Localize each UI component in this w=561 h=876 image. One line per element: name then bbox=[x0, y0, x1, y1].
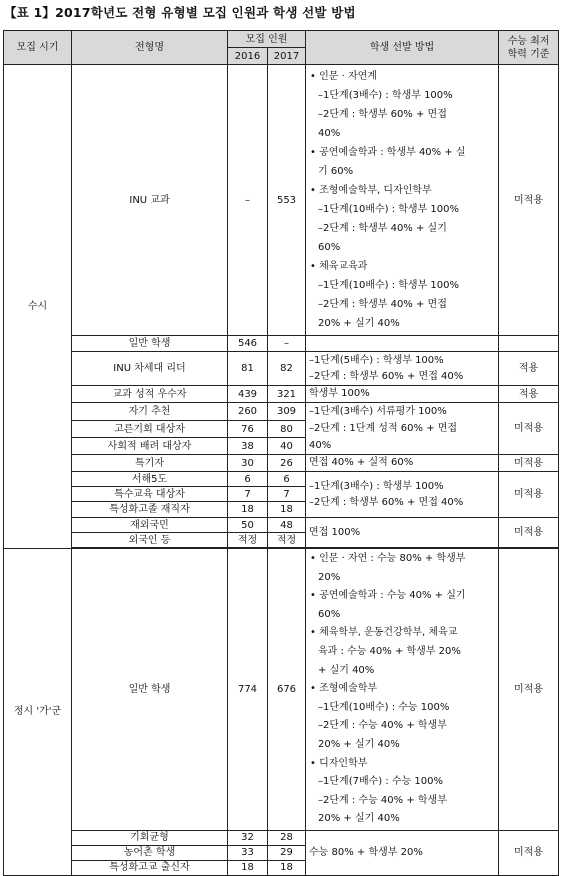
method-line: 20% bbox=[318, 571, 341, 583]
method-line: –2단계 : 학생부 40% + 실기 bbox=[318, 223, 447, 234]
count-2016-cell: 546 bbox=[228, 336, 268, 352]
count-2016-cell: 7 bbox=[228, 487, 268, 502]
count-2017-cell: 6 bbox=[268, 472, 306, 487]
method-cell bbox=[306, 472, 499, 518]
min-standard-cell: 미적용 bbox=[499, 518, 559, 548]
header-year-2016: 2016 bbox=[228, 48, 268, 65]
header-min-standard bbox=[499, 31, 559, 65]
method-line: –2단계 : 학생부 60% + 면접 bbox=[318, 109, 447, 120]
type-cell: INU 교과 bbox=[72, 65, 228, 336]
count-2017-cell: 321 bbox=[268, 386, 306, 403]
type-cell: INU 차세대 리더 bbox=[72, 352, 228, 386]
count-2016-cell: – bbox=[228, 65, 268, 336]
type-cell: 농어촌 학생 bbox=[72, 845, 228, 860]
type-cell: 특기자 bbox=[72, 455, 228, 472]
count-2017-cell: 676 bbox=[268, 549, 306, 831]
count-2017-cell: 40 bbox=[268, 438, 306, 455]
count-2016-cell: 81 bbox=[228, 352, 268, 386]
method-line: –2단계 : 학생부 40% + 면접 bbox=[318, 299, 447, 310]
method-line: • 공연예술학과 : 학생부 40% + 실 bbox=[310, 147, 466, 158]
min-standard-cell: 미적용 bbox=[499, 830, 559, 875]
min-standard-cell: 미적용 bbox=[499, 472, 559, 518]
type-cell: 일반 학생 bbox=[72, 336, 228, 352]
header-year-2017: 2017 bbox=[268, 48, 306, 65]
type-cell: 재외국민 bbox=[72, 518, 228, 533]
method-line: 20% + 실기 40% bbox=[318, 318, 400, 329]
method-line: • 조형예술학부 bbox=[310, 683, 378, 695]
min-standard-cell: 미적용 bbox=[499, 455, 559, 472]
type-cell: 교과 성적 우수자 bbox=[72, 386, 228, 403]
method-line: –1단계(10배수) : 학생부 100% bbox=[318, 280, 460, 291]
type-cell: 특성화고졸 재직자 bbox=[72, 502, 228, 518]
method-line: –1단계(3배수) 서류평가 100% bbox=[309, 406, 447, 417]
min-standard-cell: 미적용 bbox=[499, 549, 559, 831]
count-2017-cell: 80 bbox=[268, 421, 306, 438]
count-2017-cell: 18 bbox=[268, 860, 306, 875]
method-line: –2단계 : 1단계 성적 60% + 면접 bbox=[309, 423, 458, 434]
method-line: –1단계(3배수) : 학생부 100% bbox=[309, 480, 444, 492]
method-cell bbox=[306, 336, 499, 352]
method-line: –2단계 : 수능 40% + 학생부 bbox=[318, 794, 447, 806]
table-row bbox=[4, 455, 559, 472]
method-line: –1단계(10배수) : 학생부 100% bbox=[318, 204, 460, 215]
count-2017-cell: 26 bbox=[268, 455, 306, 472]
min-standard-cell: 적용 bbox=[499, 352, 559, 386]
period-cell: 수시 bbox=[4, 65, 72, 549]
method-line: • 조형예술학부, 디자인학부 bbox=[310, 185, 432, 196]
admission-table bbox=[3, 30, 559, 876]
type-cell: 고른기회 대상자 bbox=[72, 421, 228, 438]
count-2017-cell: 553 bbox=[268, 65, 306, 336]
count-2016-cell: 6 bbox=[228, 472, 268, 487]
count-2016-cell: 적정 bbox=[228, 533, 268, 548]
method-cell bbox=[306, 352, 499, 386]
count-2017-cell: – bbox=[268, 336, 306, 352]
type-cell: 자기 추천 bbox=[72, 403, 228, 421]
type-cell: 사회적 배려 대상자 bbox=[72, 438, 228, 455]
count-2016-cell: 18 bbox=[228, 860, 268, 875]
table-row bbox=[4, 830, 559, 845]
header-type: 전형명 bbox=[72, 31, 228, 65]
method-line: 20% + 실기 40% bbox=[318, 813, 400, 825]
method-cell bbox=[306, 403, 499, 455]
method-cell: 학생부 100% bbox=[306, 386, 499, 403]
method-cell: 수능 80% + 학생부 20% bbox=[306, 830, 499, 875]
count-2017-cell: 28 bbox=[268, 830, 306, 845]
method-line: • 공연예술학과 : 수능 40% + 실기 bbox=[310, 590, 466, 602]
method-line: –2단계 : 수능 40% + 학생부 bbox=[318, 720, 447, 732]
method-line: –1단계(10배수) : 수능 100% bbox=[318, 701, 450, 713]
header-min-line2: 학력 기준 bbox=[507, 48, 550, 60]
method-line: 40% bbox=[318, 128, 341, 139]
header-min-line1: 수능 최저 bbox=[507, 35, 550, 47]
type-cell: 기회균형 bbox=[72, 830, 228, 845]
method-line: 육과 : 수능 40% + 학생부 20% bbox=[318, 645, 461, 657]
method-line: 60% bbox=[318, 242, 341, 253]
count-2017-cell: 18 bbox=[268, 502, 306, 518]
header-count: 모집 인원 bbox=[228, 31, 306, 48]
min-standard-cell bbox=[499, 336, 559, 352]
count-2016-cell: 439 bbox=[228, 386, 268, 403]
table-row bbox=[4, 386, 559, 403]
type-cell: 서해5도 bbox=[72, 472, 228, 487]
count-2016-cell: 76 bbox=[228, 421, 268, 438]
type-cell: 특수교육 대상자 bbox=[72, 487, 228, 502]
method-line: 20% + 실기 40% bbox=[318, 738, 400, 750]
count-2016-cell: 50 bbox=[228, 518, 268, 533]
table-row bbox=[4, 352, 559, 386]
count-2017-cell: 48 bbox=[268, 518, 306, 533]
count-2017-cell: 309 bbox=[268, 403, 306, 421]
method-line: –2단계 : 학생부 60% + 면접 40% bbox=[309, 370, 464, 382]
min-standard-cell: 미적용 bbox=[499, 403, 559, 455]
type-cell: 일반 학생 bbox=[72, 549, 228, 831]
count-2017-cell: 7 bbox=[268, 487, 306, 502]
method-line: –1단계(5배수) : 학생부 100% bbox=[309, 354, 444, 366]
period-cell: 정시 '가'군 bbox=[4, 549, 72, 876]
method-line: –1단계(3배수) : 학생부 100% bbox=[318, 90, 453, 101]
min-standard-cell: 적용 bbox=[499, 386, 559, 403]
method-line: 40% bbox=[309, 440, 332, 451]
count-2016-cell: 18 bbox=[228, 502, 268, 518]
table-row bbox=[4, 472, 559, 487]
count-2016-cell: 260 bbox=[228, 403, 268, 421]
count-2016-cell: 30 bbox=[228, 455, 268, 472]
method-cell bbox=[306, 65, 499, 336]
count-2017-cell: 29 bbox=[268, 845, 306, 860]
method-line: 기 60% bbox=[318, 166, 354, 177]
count-2017-cell: 82 bbox=[268, 352, 306, 386]
method-line: + 실기 40% bbox=[318, 664, 375, 676]
header-method: 학생 선발 방법 bbox=[306, 31, 499, 65]
table-row bbox=[4, 403, 559, 421]
count-2016-cell: 38 bbox=[228, 438, 268, 455]
method-line: • 체육교육과 bbox=[310, 261, 368, 272]
method-line: 60% bbox=[318, 608, 341, 620]
method-cell: 면접 100% bbox=[306, 518, 499, 548]
type-cell: 특성화고교 출신자 bbox=[72, 860, 228, 875]
method-line: • 체육학부, 운동건강학부, 체육교 bbox=[310, 627, 458, 639]
method-cell: 면접 40% + 실적 60% bbox=[306, 455, 499, 472]
table-caption: 【표 1】2017학년도 전형 유형별 모집 인원과 학생 선발 방법 bbox=[4, 5, 356, 20]
method-cell bbox=[306, 549, 499, 831]
count-2017-cell: 적정 bbox=[268, 533, 306, 548]
table-row bbox=[4, 518, 559, 533]
method-line: • 디자인학부 bbox=[310, 757, 368, 769]
table-row bbox=[4, 65, 559, 336]
method-line: –1단계(7배수) : 수능 100% bbox=[318, 776, 443, 788]
count-2016-cell: 33 bbox=[228, 845, 268, 860]
header-period: 모집 시기 bbox=[4, 31, 72, 65]
type-cell: 외국인 등 bbox=[72, 533, 228, 548]
min-standard-cell: 미적용 bbox=[499, 65, 559, 336]
count-2016-cell: 774 bbox=[228, 549, 268, 831]
table-row bbox=[4, 549, 559, 831]
method-line: –2단계 : 학생부 60% + 면접 40% bbox=[309, 496, 464, 508]
method-line: • 인문 · 자연 : 수능 80% + 학생부 bbox=[310, 553, 466, 564]
count-2016-cell: 32 bbox=[228, 830, 268, 845]
method-line: • 인문 · 자연계 bbox=[310, 71, 377, 82]
table-row bbox=[4, 336, 559, 352]
